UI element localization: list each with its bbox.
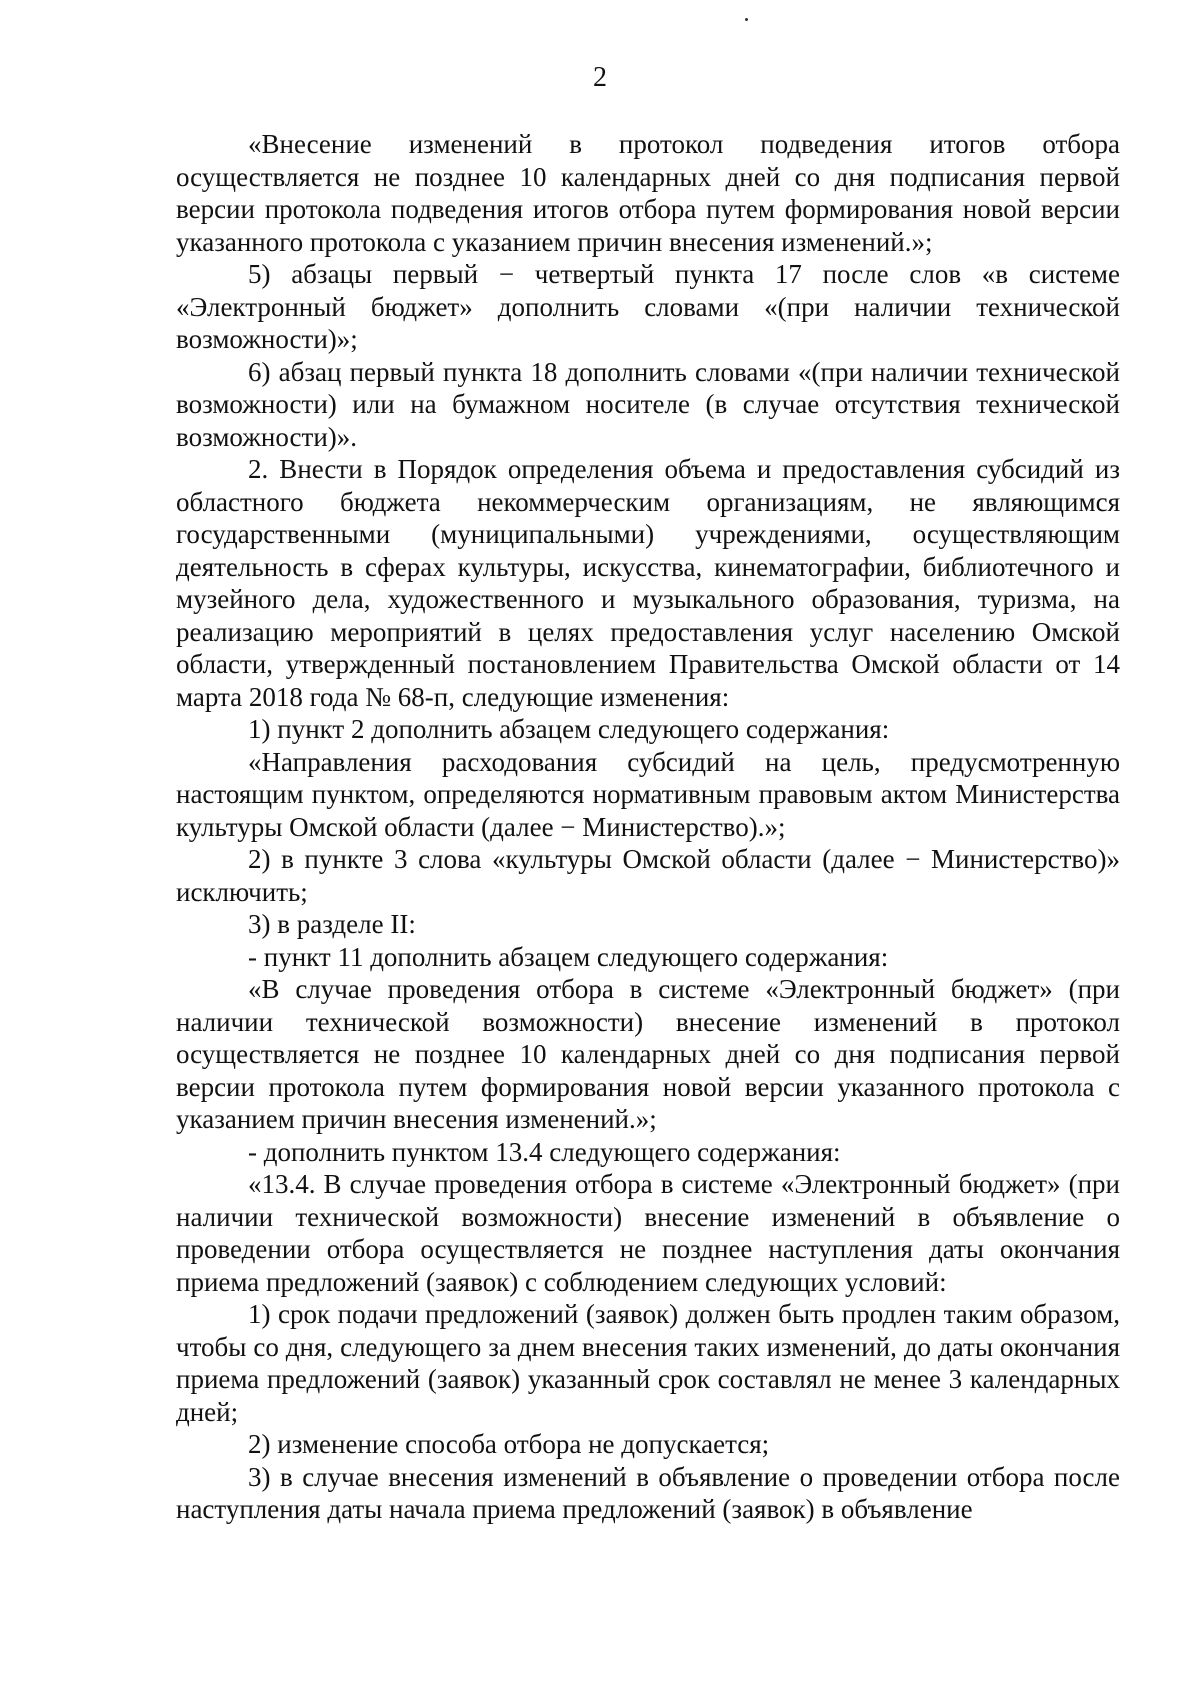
paragraph-quote-subsidy-directions: «Направления расходования субсидий на цель, предусмотренную настоящим пунктом, определяются нормативным правовым актом Министерства культуры Омской области (далее − Министерство).»;	[176, 746, 1120, 842]
paragraph-condition-2: 2) изменение способа отбора не допускается;	[248, 1429, 770, 1459]
paragraph-item-2: 2) в пункте 3 слова «культуры Омской области (далее − Министерство)» исключить;	[176, 844, 1120, 907]
paragraph-item-5: 5) абзацы первый − четвертый пункта 17 после слов «в системе «Электронный бюджет» дополнить словами «(при наличии технической возможности)»;	[176, 259, 1120, 354]
paragraph-quote-electronic-budget: «В случае проведения отбора в системе «Электронный бюджет» (при наличии технической возможности) внесение изменений в протокол осуществляется не позднее 10 календарных дней со дня подписания первой версии протокола путем формирования новой версии указанного протокола с указанием причин внесения изменений.»;	[176, 974, 1120, 1134]
paragraph-quote-protocol-changes: «Внесение изменений в протокол подведения итогов отбора осуществляется не позднее 10 календарных дней со дня подписания первой версии протокола подведения итогов отбора путем формирования новой версии указанного протокола с указанием причин внесения изменений.»;	[176, 129, 1120, 257]
paragraph-dash-point-13-4: - дополнить пунктом 13.4 следующего содержания:	[248, 1136, 841, 1167]
document-body	[176, 128, 1120, 1526]
paragraph-item-1: 1) пункт 2 дополнить абзацем следующего содержания:	[248, 714, 890, 744]
scan-speck	[745, 18, 748, 21]
paragraph-dash-point-11: - пункт 11 дополнить абзацем следующего содержания:	[248, 941, 889, 972]
paragraph-section-2: 2. Внести в Порядок определения объема и предоставления субсидий из областного бюджета некоммерческим организациям, не являющимся государственными (муниципальными) учреждениями, осуществляющим деятельность в сферах культуры, искусства, кинематографии, библиотечного и музейного дела, художественного и музыкального образования, туризма, на реализацию мероприятий в целях предоставления услуг населению Омской области, утвержденный постановлением Правительства Омской области от 14 марта 2018 года № 68-п, следующие изменения:	[176, 454, 1120, 712]
paragraph-item-6: 6) абзац первый пункта 18 дополнить словами «(при наличии технической возможности) или на бумажном носителе (в случае отсутствия технической возможности)».	[176, 356, 1120, 452]
paragraph-item-3: 3) в разделе II:	[248, 909, 416, 939]
page-number: 2	[593, 62, 607, 93]
paragraph-condition-1: 1) срок подачи предложений (заявок) должен быть продлен таким образом, чтобы со дня, следующего за днем внесения таких изменений, до даты окончания приема предложений (заявок) указанный срок составлял не менее 3 календарных дней;	[176, 1299, 1120, 1427]
paragraph-condition-3: 3) в случае внесения изменений в объявление о проведении отбора после наступления даты начала приема предложений (заявок) в объявление	[176, 1461, 1120, 1524]
paragraph-quote-13-4: «13.4. В случае проведения отбора в системе «Электронный бюджет» (при наличии технической возможности) внесение изменений в объявление о проведении отбора осуществляется не позднее наступления даты окончания приема предложений (заявок) с соблюдением следующих условий:	[176, 1169, 1120, 1297]
